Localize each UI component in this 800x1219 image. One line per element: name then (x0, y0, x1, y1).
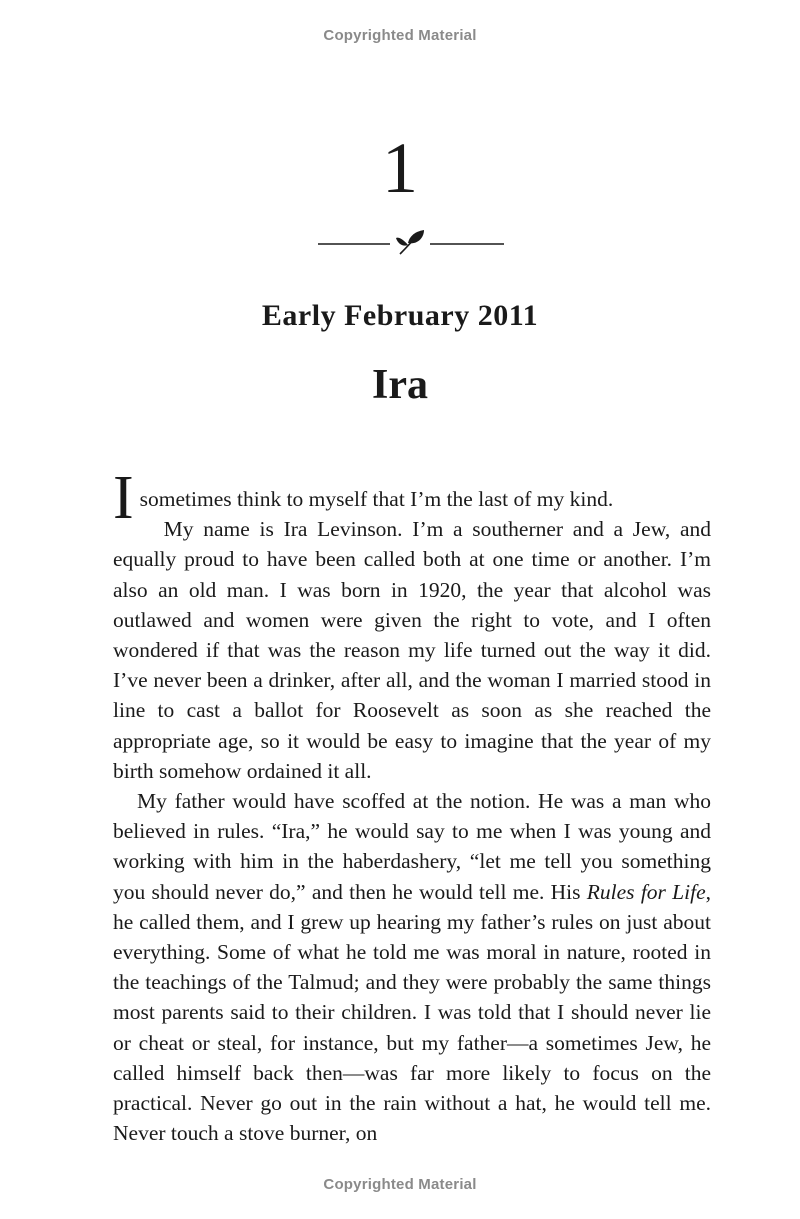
leaf-icon (396, 230, 424, 254)
drop-cap: I (113, 464, 134, 532)
chapter-ornament (318, 228, 504, 258)
paragraph-3 (113, 786, 711, 1148)
narrator-heading: Ira (372, 362, 428, 408)
chapter-number: 1 (382, 128, 418, 208)
section-date-heading: Early February 2011 (261, 299, 539, 332)
copyright-watermark-top: Copyrighted Material (323, 27, 477, 44)
paragraph-3-text-a: My father would have scoffed at the notion. He was a man who believed in rules. “Ira,” he would say to me when I was young and working with him in the haberdashery, “let me tell you something you should never do,” and then he would tell me. His (113, 789, 711, 904)
paragraph-1 (113, 464, 711, 532)
copyright-watermark-bottom: Copyrighted Material (323, 1176, 477, 1193)
paragraph-2: My name is Ira Levinson. I’m a southerner and a Jew, and equally proud to have been called both at one time or another. I’m also an old man. I was born in 1920, the year that alcohol was outlawed and women were given the right to vote, and I often wondered if that was the reason my life turned out the way it did. I’ve never been a drinker, after all, and the woman I married stood in line to cast a ballot for Roosevelt as soon as she reached the appropriate age, so it would be easy to imagine that the year of my birth somehow ordained it all. (113, 517, 711, 783)
chapter-body (113, 464, 711, 1148)
paragraph-3-text-b: , he called them, and I grew up hearing my father’s rules on just about everything. Some of what he told me was moral in nature, rooted in the teachings of the Talmud; and they were probably the same things most parents said to their children. I was told that I should never lie or cheat or steal, for instance, but my father—a sometimes Jew, he called himself back then—was far more likely to focus on the practical. Never go out in the rain without a hat, he would tell me. Never touch a stove burner, on (113, 879, 711, 1146)
rules-for-life-title: Rules for Life (586, 879, 706, 904)
paragraph-1-text: sometimes think to myself that I’m the last of my kind. (139, 487, 614, 511)
